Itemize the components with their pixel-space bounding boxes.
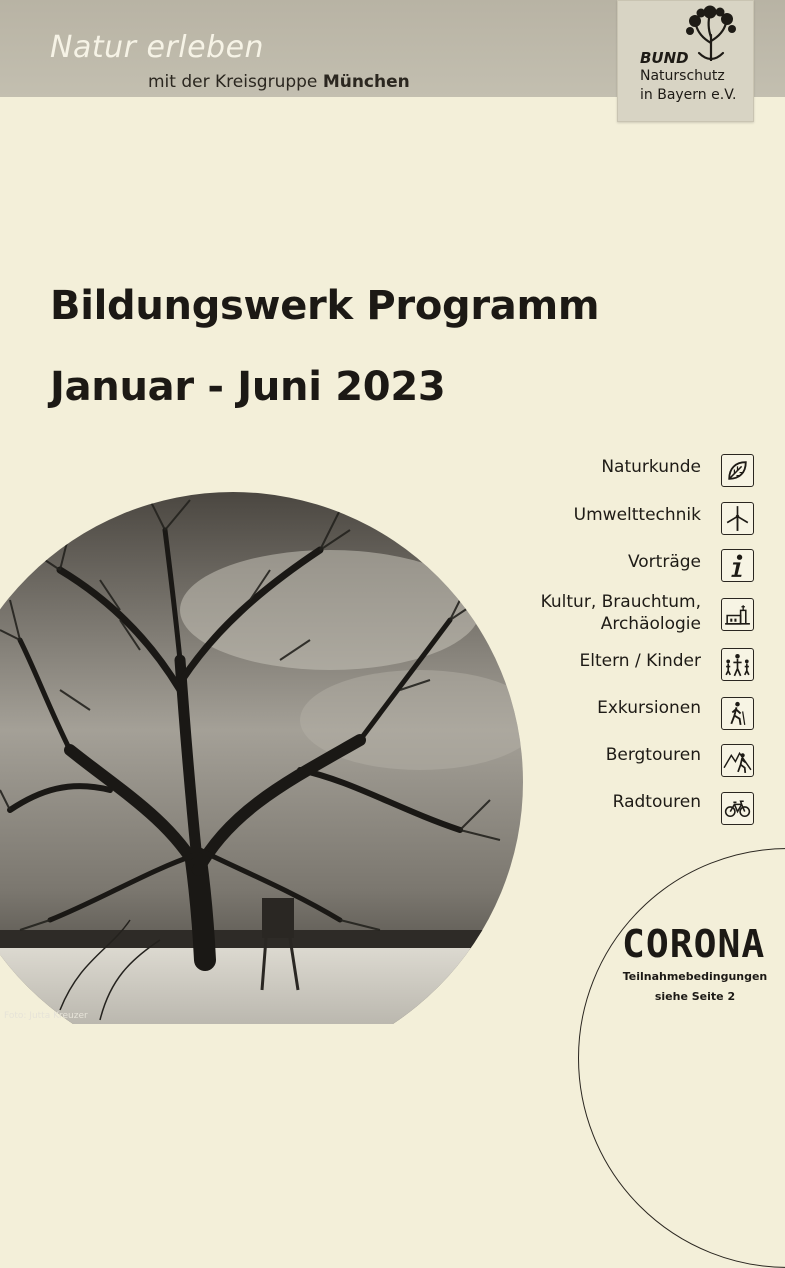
legend-label-exkursionen: Exkursionen — [597, 698, 701, 718]
oak-tree-photo — [0, 490, 525, 1024]
church-icon — [721, 598, 754, 631]
legend-label-umwelttechnik: Umwelttechnik — [573, 505, 701, 525]
legend-label-bergtouren: Bergtouren — [605, 745, 701, 765]
family-icon — [721, 648, 754, 681]
info-icon — [721, 549, 754, 582]
header-subtitle-city: München — [322, 72, 410, 92]
wind-turbine-icon — [721, 502, 754, 535]
bund-line-1: Naturschutz — [640, 68, 725, 84]
tree-icon — [684, 5, 738, 61]
corona-line-2: siehe Seite 2 — [654, 990, 736, 1003]
hiker-icon — [721, 697, 754, 730]
legend-label-radtouren: Radtouren — [612, 792, 701, 812]
program-period: Januar - Juni 2023 — [50, 364, 446, 410]
bund-logo — [617, 0, 754, 122]
header-subtitle — [148, 72, 410, 92]
corona-line-1: Teilnahmebedingungen — [622, 970, 768, 983]
legend-label-kultur: Kultur, Brauchtum, — [540, 592, 701, 612]
mountain-hiker-icon — [721, 744, 754, 777]
corona-notice-circle — [578, 848, 785, 1268]
bicycle-icon — [721, 792, 754, 825]
photo-credit: Foto: Jutta Kreuzer — [4, 1011, 88, 1021]
legend-label-naturkunde: Naturkunde — [601, 457, 701, 477]
corona-title: CORONA — [622, 922, 766, 966]
bund-line-2: in Bayern e.V. — [640, 87, 737, 103]
legend-label-archaeologie: Archäologie — [600, 614, 701, 634]
program-title: Bildungswerk Programm — [50, 283, 600, 329]
header-subtitle-prefix: mit der Kreisgruppe — [148, 72, 323, 92]
leaf-icon — [721, 454, 754, 487]
legend-label-eltern-kinder: Eltern / Kinder — [579, 651, 701, 671]
legend-label-vortraege: Vorträge — [627, 552, 701, 572]
header-title: Natur erleben — [50, 30, 265, 65]
bund-name: BUND — [640, 49, 689, 67]
